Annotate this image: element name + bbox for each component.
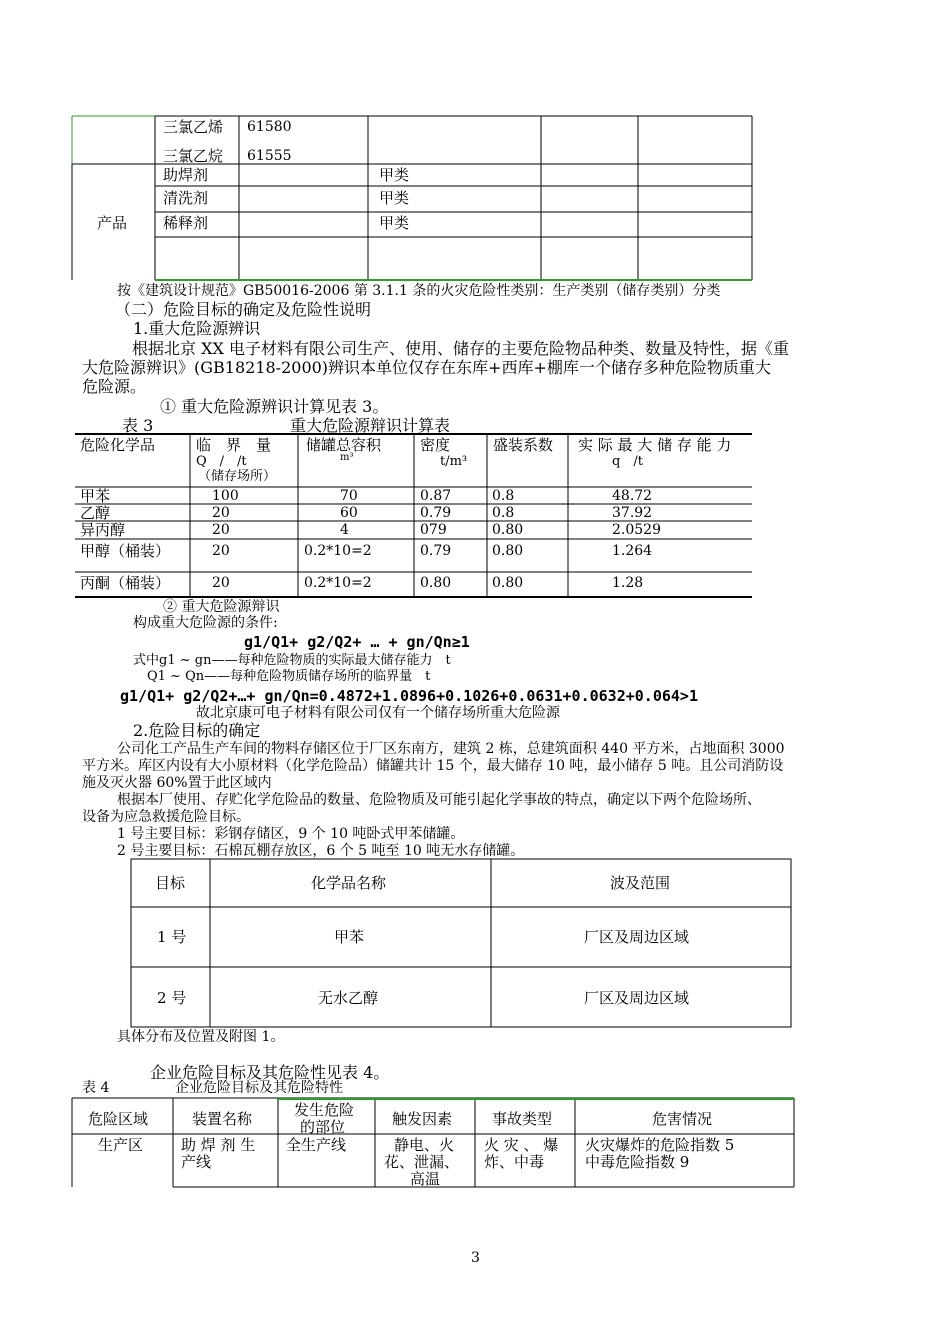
- t4-harm-2: 中毒危险指数 9: [585, 1153, 690, 1171]
- t3-r3-capacity: 2.0529: [612, 522, 661, 538]
- t3-r3-density: 079: [420, 522, 447, 538]
- subheading-2: 2.危险目标的确定: [133, 721, 261, 740]
- target-r1-chemical: 甲苯: [334, 928, 365, 946]
- t3-header-capacity-unit: q /t: [612, 454, 643, 469]
- t3-r5-density: 0.80: [420, 575, 452, 591]
- t3-r4-density: 0.79: [420, 543, 452, 559]
- top-row-class-4: 甲类: [379, 189, 410, 207]
- t4-trigger-3: 高温: [410, 1170, 441, 1188]
- t4-trigger-2: 花、泄漏、: [384, 1153, 460, 1171]
- target-1: 1 号主要目标：彩钢存储区，9 个 10 吨卧式甲苯储罐。: [117, 826, 465, 842]
- t3-r2-coef: 0.8: [492, 505, 515, 521]
- para-2c: 施及灭火器 60%置于此区域内: [82, 775, 272, 791]
- top-row-name-1: 三氯乙烯: [163, 118, 224, 136]
- target-r2-range: 厂区及周边区域: [584, 989, 690, 1007]
- t4-accident-1: 火 灾 、 爆: [484, 1136, 559, 1154]
- t3-r2-name: 乙醇: [80, 504, 111, 522]
- target-2: 2 号主要目标：石棉瓦棚存放区，6 个 5 吨至 10 吨无水存储罐。: [117, 843, 525, 859]
- t4-harm-1: 火灾爆炸的危险指数 5: [585, 1136, 735, 1154]
- fire-class-note: 按《建筑设计规范》GB50016-2006 第 3.1.1 条的火灾危险性类别：生产类别（储存类别）分类: [117, 283, 721, 299]
- item-2: ② 重大危险源辩识: [163, 599, 280, 615]
- t4-header-accident: 事故类型: [492, 1110, 553, 1128]
- t3-header-capacity: 实 际 最 大 储 存 能 力: [578, 436, 732, 454]
- t4-header-device: 装置名称: [192, 1110, 253, 1128]
- t3-header-volume-unit: m³: [340, 452, 354, 463]
- top-row-name-4: 清洗剂: [163, 189, 209, 207]
- t4-area: 生产区: [98, 1136, 144, 1154]
- t3-header-critical-unit: Q / /t: [196, 454, 247, 469]
- table4-title: 企业危险目标及其危险特性: [175, 1080, 343, 1096]
- t3-r1-name: 甲苯: [80, 487, 111, 505]
- t4-header-harm: 危害情况: [652, 1110, 713, 1128]
- t3-r1-coef: 0.8: [492, 488, 515, 504]
- distribution-note: 具体分布及位置及附图 1。: [117, 1029, 285, 1045]
- para-3b: 设备为应急救援危险目标。: [82, 809, 250, 825]
- formula-result: g1/Q1+ g2/Q2+…+ gn/Qn=0.4872+1.0896+0.1026+0.0631+0.0632+0.064>1: [120, 687, 698, 705]
- t3-r4-coef: 0.80: [492, 543, 524, 559]
- top-row-category: 产品: [97, 214, 128, 232]
- t3-r5-volume: 0.2*10=2: [304, 575, 372, 591]
- para-1a: 根据北京 XX 电子材料有限公司生产、使用、储存的主要危险物品种类、数量及特性，据《重: [132, 339, 789, 358]
- t3-header-coefficient: 盛装系数: [493, 436, 554, 454]
- subheading-1: 1.重大危险源辨识: [133, 319, 261, 338]
- para-1b: 大危险源辨识》(GB18218-2000)辨识本单位仅存在东库+西库+棚库一个储存多种危险物质重大: [82, 358, 771, 377]
- t3-header-volume: 储罐总容积: [306, 436, 382, 454]
- t4-device-2: 产线: [181, 1153, 212, 1171]
- top-row-class-5: 甲类: [379, 214, 410, 232]
- top-row-code-1: 61580: [247, 119, 292, 135]
- t3-r2-density: 0.79: [420, 505, 452, 521]
- target-header-range: 波及范围: [610, 874, 671, 892]
- t3-r2-volume: 60: [340, 505, 358, 521]
- t3-r2-capacity: 37.92: [612, 505, 653, 521]
- target-r2-chemical: 无水乙醇: [318, 989, 379, 1007]
- para-2a: 公司化工产品生产车间的物料存储区位于厂区东南方，建筑 2 栋，总建筑面积 440 平方米，占地面积 3000: [117, 741, 785, 757]
- item-1: ① 重大危险源辨识计算见表 3。: [160, 397, 389, 416]
- t3-r5-coef: 0.80: [492, 575, 524, 591]
- table4-intro: 企业危险目标及其危险性见表 4。: [150, 1063, 390, 1082]
- table3-title: 重大危险源辩识计算表: [290, 416, 451, 435]
- top-row-code-2: 61555: [247, 148, 292, 164]
- target-r2-id: 2 号: [157, 989, 187, 1007]
- top-row-class-3: 甲类: [379, 166, 410, 184]
- t3-r3-volume: 4: [340, 522, 349, 538]
- t4-header-trigger: 触发因素: [392, 1110, 453, 1128]
- t4-trigger-1: 静电、火: [394, 1136, 455, 1154]
- t3-r2-critical: 20: [212, 505, 230, 521]
- condition-label: 构成重大危险源的条件:: [133, 615, 278, 631]
- top-row-name-3: 助焊剂: [163, 166, 209, 184]
- top-row-name-2: 三氯乙烷: [163, 147, 224, 165]
- target-r1-range: 厂区及周边区域: [584, 928, 690, 946]
- t4-header-area: 危险区域: [88, 1110, 149, 1128]
- top-row-name-5: 稀释剂: [163, 214, 209, 232]
- t3-r4-critical: 20: [212, 543, 230, 559]
- t3-r3-name: 异丙醇: [80, 521, 126, 539]
- formula-condition: g1/Q1+ g2/Q2+ … + gn/Qn≥1: [244, 633, 470, 651]
- section-heading-2: （二）危险目标的确定及危险性说明: [115, 300, 372, 319]
- t3-r3-critical: 20: [212, 522, 230, 538]
- target-header-id: 目标: [155, 874, 186, 892]
- t3-r1-volume: 70: [340, 488, 358, 504]
- t3-header-storage-place: （储存场所）: [198, 469, 277, 484]
- conclusion: 故北京康可电子材料有限公司仅有一个储存场所重大危险源: [196, 705, 560, 721]
- t3-header-density: 密度: [420, 436, 451, 454]
- t4-device-1: 助 焊 剂 生: [181, 1136, 256, 1154]
- definition-q: Q1 ~ Qn——每种危险物质储存场所的临界量 t: [147, 669, 431, 684]
- t3-r1-critical: 100: [212, 488, 239, 504]
- t3-r1-capacity: 48.72: [612, 488, 653, 504]
- t3-r5-capacity: 1.28: [612, 575, 644, 591]
- para-2b: 平方米。库区内设有大小原材料（化学危险品）储罐共计 15 个，最大储存 10 吨，最小储存 5 吨。且公司消防设: [82, 758, 784, 774]
- t3-r1-density: 0.87: [420, 488, 452, 504]
- t3-header-critical: 临 界 量: [196, 436, 272, 454]
- t4-accident-2: 炸、中毒: [484, 1153, 545, 1171]
- definition-g: 式中g1 ~ gn——每种危险物质的实际最大储存能力 t: [133, 653, 451, 668]
- t3-r4-capacity: 1.264: [612, 543, 653, 559]
- target-r1-id: 1 号: [157, 928, 187, 946]
- t3-r3-coef: 0.80: [492, 522, 524, 538]
- para-1c: 危险源。: [82, 377, 147, 396]
- table4-label: 表 4: [82, 1080, 110, 1096]
- t3-r5-critical: 20: [212, 575, 230, 591]
- t4-header-part-1: 发生危险: [294, 1101, 355, 1119]
- page-number: 3: [471, 1250, 480, 1266]
- t3-r5-name: 丙酮（桶装）: [80, 574, 171, 592]
- t3-header-chemical: 危险化学品: [80, 436, 156, 454]
- t3-r4-name: 甲醇（桶装）: [80, 542, 171, 560]
- table3-label: 表 3: [122, 416, 154, 435]
- t3-r4-volume: 0.2*10=2: [304, 543, 372, 559]
- t3-header-density-unit: t/m³: [440, 454, 468, 469]
- t4-part: 全生产线: [286, 1136, 347, 1154]
- target-header-chemical: 化学品名称: [311, 874, 387, 892]
- t4-header-part-2: 的部位: [300, 1118, 346, 1136]
- para-3a: 根据本厂使用、存贮化学危险品的数量、危险物质及可能引起化学事故的特点，确定以下两个危险场所、: [117, 792, 761, 808]
